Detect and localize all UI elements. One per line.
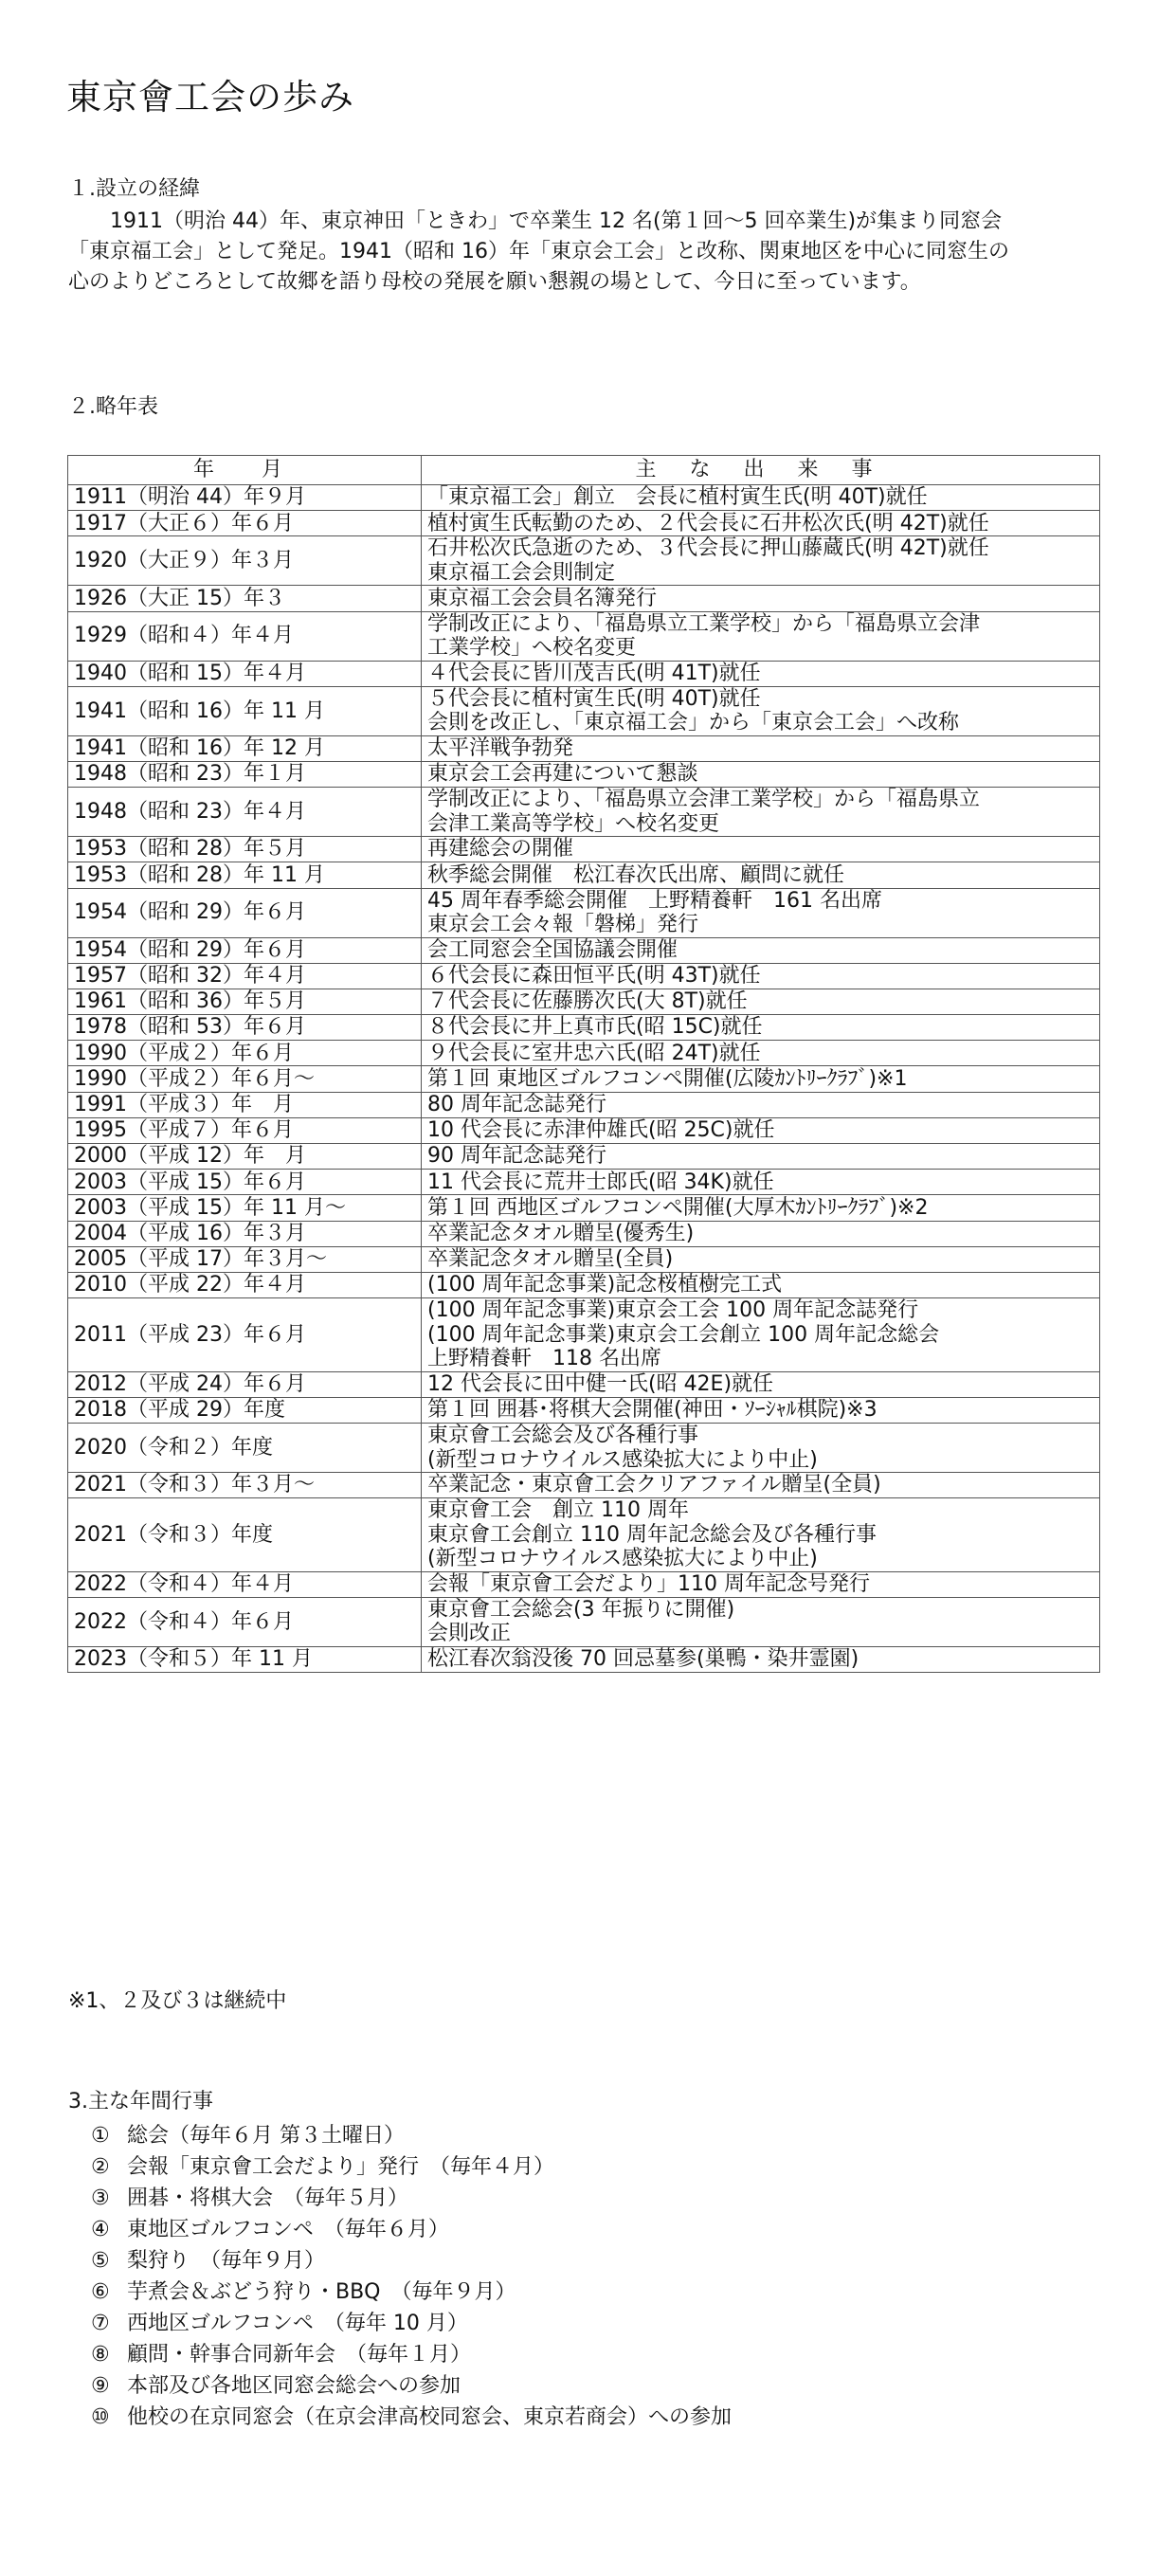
event-line: 会津工業高等学校」へ校名変更 [427, 811, 720, 836]
event-line: 東京會工会創立 110 周年記念総会及び各種行事 [427, 1522, 877, 1547]
event-line: 植村寅生氏転勤のため、２代会長に石井松次氏(明 42T)就任 [427, 511, 989, 535]
section-heading-timeline: ２.略年表 [68, 395, 158, 419]
event-line: 東京会工会再建について懇談 [427, 762, 698, 787]
row-date: 2003（平成 15）年６月 [68, 1170, 422, 1195]
event-line: 10 代会長に赤津仲雄氏(昭 25C)就任 [427, 1118, 775, 1143]
list-item-text: 囲碁・将棋大会 （毎年５月） [127, 2186, 409, 2210]
row-date: 1917（大正６）年６月 [68, 511, 422, 536]
row-events [422, 661, 1100, 686]
row-date: 2023（令和５）年 11 月 [68, 1646, 422, 1672]
row-events [422, 511, 1100, 536]
event-line: (100 周年記念事業)記念桜植樹完工式 [427, 1273, 783, 1297]
table-row [68, 1371, 1100, 1397]
event-line: 会工同窓会全国協議会開催 [427, 937, 678, 962]
table-row [68, 1170, 1100, 1195]
row-date: 1961（昭和 36）年５月 [68, 989, 422, 1014]
row-date: 2018（平成 29）年度 [68, 1397, 422, 1423]
row-date: 1941（昭和 16）年 12 月 [68, 735, 422, 761]
table-row [68, 686, 1100, 735]
table-row [68, 888, 1100, 937]
row-date: 1940（昭和 15）年４月 [68, 661, 422, 686]
history-table-body [68, 485, 1100, 1673]
table-row [68, 1597, 1100, 1646]
list-item [91, 2183, 732, 2214]
row-events [422, 1298, 1100, 1372]
history-table [67, 455, 1100, 1673]
row-date: 1957（昭和 32）年４月 [68, 963, 422, 989]
row-events [422, 1498, 1100, 1572]
event-line: 80 周年記念誌発行 [427, 1092, 606, 1116]
event-line: 東京福工会会員名簿発行 [427, 586, 658, 610]
list-item [91, 2308, 732, 2339]
event-line: 90 周年記念誌発行 [427, 1144, 606, 1169]
row-date: 2004（平成 16）年３月 [68, 1221, 422, 1246]
table-footnote: ※1、２及び３は継続中 [68, 1989, 287, 2013]
table-row [68, 1298, 1100, 1372]
list-item-number: ② [91, 2155, 110, 2179]
list-item [91, 2214, 732, 2245]
table-row [68, 611, 1100, 661]
table-row [68, 1195, 1100, 1221]
list-item [91, 2339, 732, 2370]
row-events [422, 788, 1100, 837]
table-header-row [68, 456, 1100, 485]
table-row [68, 1092, 1100, 1117]
row-date: 2000（平成 12）年 月 [68, 1144, 422, 1170]
event-line: 東京會工会総会及び各種行事 [427, 1424, 699, 1447]
table-row [68, 963, 1100, 989]
row-events [422, 485, 1100, 511]
event-line: 会則改正 [427, 1622, 512, 1646]
table-row [68, 1246, 1100, 1272]
row-date: 1991（平成３）年 月 [68, 1092, 422, 1117]
row-date: 1941（昭和 16）年 11 月 [68, 686, 422, 735]
event-line: 秋季総会開催 松江春次氏出席、顧問に就任 [427, 862, 845, 887]
event-line: ６代会長に森田恒平氏(明 43T)就任 [427, 964, 761, 989]
row-date: 1978（昭和 53）年６月 [68, 1015, 422, 1041]
table-row [68, 1015, 1100, 1041]
row-date: 2021（令和３）年３月～ [68, 1473, 422, 1498]
event-line: (100 周年記念事業)東京会工会 100 周年記念誌発行 [427, 1298, 919, 1323]
row-date: 1926（大正 15）年３ [68, 586, 422, 611]
row-date: 2022（令和４）年４月 [68, 1571, 422, 1597]
table-row [68, 735, 1100, 761]
row-events [422, 536, 1100, 586]
row-events [422, 1424, 1100, 1473]
establishment-text [68, 207, 1025, 298]
table-row [68, 1117, 1100, 1143]
event-line: ８代会長に井上真市氏(昭 15C)就任 [427, 1015, 763, 1040]
list-item-text: 梨狩り （毎年９月） [127, 2249, 326, 2273]
list-item [91, 2120, 732, 2151]
row-events [422, 686, 1100, 735]
list-item-text: 芋煮会＆ぶどう狩り・BBQ （毎年９月） [127, 2280, 516, 2304]
annual-events-section [68, 2085, 732, 2433]
list-item [91, 2277, 732, 2308]
event-line: 11 代会長に荒井士郎氏(昭 34K)就任 [427, 1170, 774, 1194]
event-line: 会報「東京會工会だより」110 周年記念号発行 [427, 1572, 870, 1597]
row-date: 1948（昭和 23）年１月 [68, 761, 422, 787]
event-line: 卒業記念タオル贈呈(全員) [427, 1247, 674, 1272]
list-item-text: 西地区ゴルフコンペ （毎年 10 月） [127, 2312, 468, 2335]
row-date: 2012（平成 24）年６月 [68, 1371, 422, 1397]
row-events [422, 989, 1100, 1014]
row-date: 1954（昭和 29）年６月 [68, 937, 422, 963]
row-events [422, 1092, 1100, 1117]
row-date: 1990（平成２）年６月～ [68, 1066, 422, 1092]
row-events [422, 1041, 1100, 1066]
list-item-number: ⑦ [91, 2312, 110, 2335]
list-item-text: 会報「東京會工会だより」発行 （毎年４月） [127, 2155, 555, 2179]
page-title: 東京會工会の歩み [66, 77, 354, 118]
list-item-number: ⑧ [91, 2343, 110, 2367]
row-events [422, 1371, 1100, 1397]
event-line: 工業学校」へ校名変更 [427, 636, 637, 661]
row-events [422, 586, 1100, 611]
row-date: 2003（平成 15）年 11 月～ [68, 1195, 422, 1221]
table-row [68, 1066, 1100, 1092]
row-date: 2011（平成 23）年６月 [68, 1298, 422, 1372]
event-line: 卒業記念・東京會工会クリアファイル贈呈(全員) [427, 1473, 881, 1497]
row-events [422, 862, 1100, 888]
row-events [422, 1144, 1100, 1170]
list-item-text: 本部及び各地区同窓会総会への参加 [127, 2374, 461, 2398]
list-item-number: ① [91, 2124, 110, 2148]
event-line: 第１回 東地区ゴルフコンペ開催(広陵ｶﾝﾄﾘｰｸﾗﾌﾞ)※1 [427, 1066, 908, 1091]
list-item-text: 顧問・幹事合同新年会 （毎年１月） [127, 2343, 472, 2367]
row-events [422, 937, 1100, 963]
event-line: 学制改正により、「福島県立工業学校」から「福島県立会津 [427, 611, 981, 636]
table-row [68, 761, 1100, 787]
event-line: 第１回 囲碁･将棋大会開催(神田・ｿｰｼｬﾙ棋院)※3 [427, 1398, 877, 1423]
establishment-paragraph: 1911（明治 44）年、東京神田「ときわ」で卒業生 12 名(第１回～5 回卒業生)が集まり同窓会「東京福工会」として発足。1941（昭和 16）年「東京会工会」と改称、関東地区を中心に同窓生の心のよりどころとして故郷を語り母校の発展を願い懇親の場として、今日に至っています。 [68, 209, 1009, 294]
annual-events-list [68, 2120, 732, 2433]
table-row [68, 1473, 1100, 1498]
event-line: 45 周年春季総会開催 上野精養軒 161 名出席 [427, 888, 882, 913]
section-heading-establishment: １.設立の経緯 [68, 177, 200, 201]
event-line: 第１回 西地区ゴルフコンペ開催(大厚木ｶﾝﾄﾘｰｸﾗﾌﾞ)※2 [427, 1195, 929, 1220]
list-item-number: ③ [91, 2186, 110, 2210]
table-row [68, 989, 1100, 1014]
table-row [68, 1424, 1100, 1473]
list-item [91, 2151, 732, 2183]
row-events [422, 761, 1100, 787]
table-row [68, 536, 1100, 586]
event-line: ５代会長に植村寅生氏(明 40T)就任 [427, 686, 761, 711]
row-date: 1953（昭和 28）年 11 月 [68, 862, 422, 888]
row-events [422, 611, 1100, 661]
table-row [68, 661, 1100, 686]
row-date: 1948（昭和 23）年４月 [68, 788, 422, 837]
table-row [68, 1144, 1100, 1170]
row-date: 2022（令和４）年６月 [68, 1597, 422, 1646]
event-line: 再建総会の開催 [427, 837, 574, 862]
event-line: 東京會工会総会(3 年振りに開催) [427, 1597, 735, 1622]
row-events [422, 888, 1100, 937]
table-row [68, 1498, 1100, 1572]
row-events [422, 1015, 1100, 1041]
row-events [422, 963, 1100, 989]
column-header-events: 主 な 出 来 事 [422, 456, 1100, 485]
row-events [422, 1473, 1100, 1498]
event-line: 学制改正により、「福島県立会津工業学校」から「福島県立 [427, 788, 981, 812]
list-item [91, 2402, 732, 2433]
list-item-number: ⑨ [91, 2374, 110, 2398]
row-date: 1920（大正９）年３月 [68, 536, 422, 586]
list-item-text: 他校の在京同窓会（在京会津高校同窓会、東京若商会）への参加 [127, 2405, 733, 2429]
table-row [68, 1646, 1100, 1672]
event-line: ４代会長に皆川茂吉氏(明 41T)就任 [427, 661, 761, 685]
table-row [68, 1041, 1100, 1066]
table-row [68, 788, 1100, 837]
row-date: 1954（昭和 29）年６月 [68, 888, 422, 937]
list-item-number: ⑤ [91, 2249, 110, 2273]
event-line: (100 周年記念事業)東京会工会創立 100 周年記念総会 [427, 1322, 940, 1347]
list-item-text: 東地区ゴルフコンペ （毎年６月） [127, 2218, 449, 2241]
event-line: (新型コロナウイルス感染拡大により中止) [427, 1447, 818, 1472]
list-item-text: 総会（毎年６月 第３土曜日） [127, 2124, 405, 2148]
row-events [422, 837, 1100, 862]
row-events [422, 1646, 1100, 1672]
table-row [68, 1221, 1100, 1246]
row-date: 2021（令和３）年度 [68, 1498, 422, 1572]
row-events [422, 1221, 1100, 1246]
table-row [68, 937, 1100, 963]
event-line: 上野精養軒 118 名出席 [427, 1347, 661, 1371]
event-line: 石井松次氏急逝のため、３代会長に押山藤蔵氏(明 42T)就任 [427, 536, 989, 561]
table-row [68, 1571, 1100, 1597]
row-date: 1953（昭和 28）年５月 [68, 837, 422, 862]
section-heading-annual-events: 3.主な年間行事 [68, 2090, 213, 2113]
list-item [91, 2245, 732, 2277]
event-line: 東京福工会会則制定 [427, 560, 616, 585]
list-item-number: ④ [91, 2218, 110, 2241]
row-events [422, 1246, 1100, 1272]
column-header-date: 年 月 [68, 456, 422, 485]
table-row [68, 511, 1100, 536]
event-line: 東京会工会々報「磐梯」発行 [427, 913, 699, 936]
row-date: 2010（平成 22）年４月 [68, 1272, 422, 1297]
table-row [68, 1272, 1100, 1297]
row-date: 1911（明治 44）年９月 [68, 485, 422, 511]
table-row [68, 485, 1100, 511]
list-item-number: ⑩ [91, 2405, 110, 2429]
event-line: 会則を改正し、「東京福工会」から「東京会工会」へ改称 [427, 711, 960, 735]
row-events [422, 1117, 1100, 1143]
table-row [68, 586, 1100, 611]
table-row [68, 862, 1100, 888]
event-line: 12 代会長に田中健一氏(昭 42E)就任 [427, 1371, 774, 1396]
event-line: 「東京福工会」創立 会長に植村寅生氏(明 40T)就任 [427, 485, 928, 510]
row-date: 1929（昭和４）年４月 [68, 611, 422, 661]
row-events [422, 735, 1100, 761]
event-line: ９代会長に室井忠六氏(昭 24T)就任 [427, 1041, 761, 1065]
row-events [422, 1272, 1100, 1297]
row-events [422, 1571, 1100, 1597]
event-line: 松江春次翁没後 70 回忌墓参(巣鴨・染井霊園) [427, 1647, 859, 1672]
list-item [91, 2370, 732, 2402]
event-line: (新型コロナウイルス感染拡大により中止) [427, 1547, 818, 1571]
event-line: 東京會工会 創立 110 周年 [427, 1498, 689, 1523]
row-events [422, 1397, 1100, 1423]
table-row [68, 1397, 1100, 1423]
row-events [422, 1597, 1100, 1646]
row-events [422, 1170, 1100, 1195]
row-date: 2020（令和２）年度 [68, 1424, 422, 1473]
list-item-number: ⑥ [91, 2280, 110, 2304]
row-events [422, 1066, 1100, 1092]
table-row [68, 837, 1100, 862]
event-line: 太平洋戦争勃発 [427, 736, 574, 761]
event-line: ７代会長に佐藤勝次氏(大 8T)就任 [427, 989, 748, 1014]
row-date: 1990（平成２）年６月 [68, 1041, 422, 1066]
row-events [422, 1195, 1100, 1221]
row-date: 1995（平成７）年６月 [68, 1117, 422, 1143]
row-date: 2005（平成 17）年３月～ [68, 1246, 422, 1272]
event-line: 卒業記念タオル贈呈(優秀生) [427, 1221, 695, 1245]
